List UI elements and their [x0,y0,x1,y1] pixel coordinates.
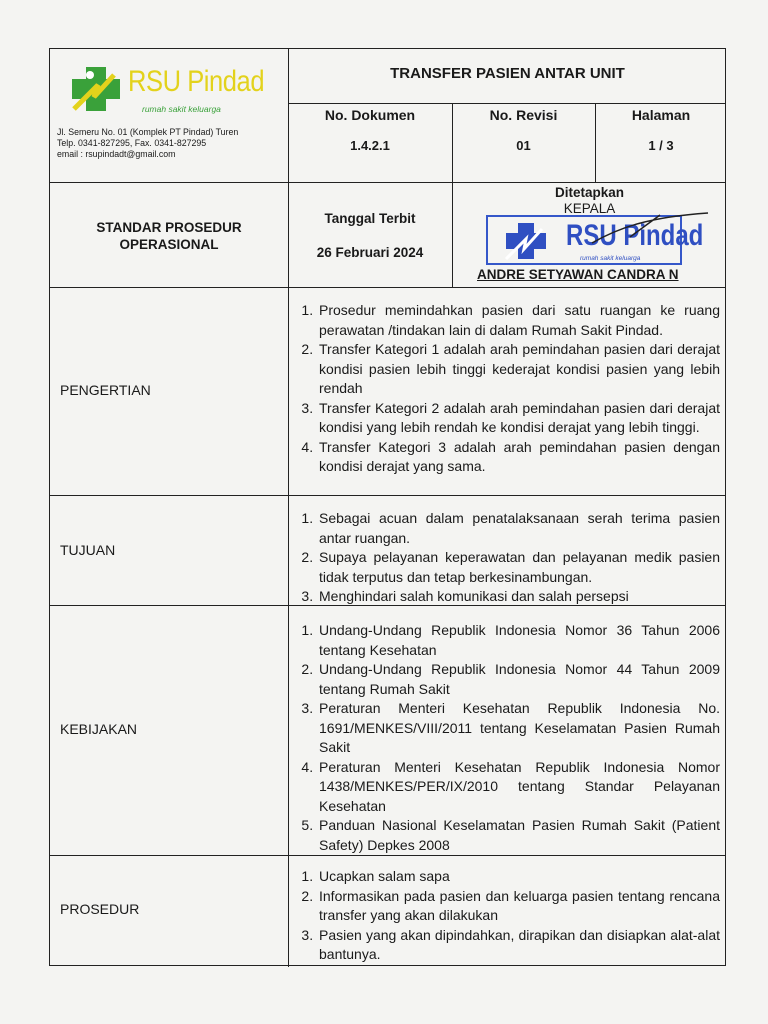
approval-divider [50,287,725,288]
cross-logo-icon [64,61,128,117]
doc-number-value: 1.4.2.1 [350,138,390,153]
issue-date-label: Tanggal Terbit [324,211,416,226]
list-item: 3. Menghindari salah komunikasi dan salah persepsi [317,587,720,607]
list-item: 3. Transfer Kategori 2 adalah arah pemindahan pasien dari derajat kondisi yang lebih rendah ke kondisi derajat yang lebih tinggi. [317,399,720,438]
title-divider [288,103,725,104]
issue-date: 26 Februari 2024 [316,245,424,260]
list-item: 2. Undang-Undang Republik Indonesia Nomor 44 Tahun 2009 tentang Rumah Sakit [317,660,720,699]
document-title: TRANSFER PASIEN ANTAR UNIT [390,65,625,82]
section-label-kebijakan: KEBIJAKAN [60,721,138,737]
section-label-prosedur: PROSEDUR [60,901,140,917]
hospital-address [57,127,297,160]
email-line: email : rsupindadt@gmail.com [57,149,176,159]
doc-number-label: No. Dokumen [324,107,416,123]
section-body-prosedur [295,867,720,965]
section-body-kebijakan [295,621,720,855]
sop-document [49,48,726,966]
section-label-pengertian: PENGERTIAN [60,382,151,398]
revision-label: No. Revisi [489,107,558,123]
stamp-text: RSU Pindad [566,219,704,252]
list-item: 2. Informasikan pada pasien dan keluarga pasien tentang rencana transfer yang akan dilakukan [317,887,720,926]
list-item: 1. Prosedur memindahkan pasien dari satu ruangan ke ruang perawatan /tindakan lain di dalam Rumah Sakit Pindad. [317,301,720,340]
hospital-logo [60,59,290,129]
list-item: 1. Undang-Undang Republik Indonesia Nomor 36 Tahun 2006 tentang Kesehatan [317,621,720,660]
list-item: 1. Ucapkan salam sapa [317,867,720,887]
list-item: 5. Panduan Nasional Keselamatan Pasien Rumah Sakit (Patient Safety) Depkes 2008 [317,816,720,855]
list-item: 1. Sebagai acuan dalam penatalaksanaan serah terima pasien antar ruangan. [317,509,720,548]
section-label-tujuan: TUJUAN [60,542,116,558]
header-divider [50,182,725,183]
logo-tagline: rumah sakit keluarga [142,104,221,114]
revision-value: 01 [516,138,531,153]
section-divider [50,495,725,496]
doc-type: STANDAR PROSEDUR OPERASIONAL [96,220,242,252]
section-divider [50,855,725,856]
address-line: Jl. Semeru No. 01 (Komplek PT Pindad) Turen [57,127,239,137]
approved-label: Ditetapkan [554,185,625,200]
list-item: 3. Peraturan Menteri Kesehatan Republik Indonesia No. 1691/MENKES/VIII/2011 tentang Keselamatan Pasien Rumah Sakit [317,699,720,758]
approver-position: KEPALA [563,201,616,216]
stamp-tagline: rumah sakit keluarga [580,255,641,262]
label-column-divider [288,287,289,967]
phone-line: Telp. 0341-827295, Fax. 0341-827295 [57,138,207,148]
list-item: 4. Transfer Kategori 3 adalah arah pemindahan pasien dengan kondisi derajat yang sama. [317,438,720,477]
stamp-cross-icon [498,219,558,263]
list-item: 4. Peraturan Menteri Kesehatan Republik Indonesia Nomor 1438/MENKES/PER/IX/2010 tentang Standar Pelayanan Kesehatan [317,758,720,817]
page-label: Halaman [631,107,691,123]
list-item: 3. Pasien yang akan dipindahkan, dirapikan dan disiapkan alat-alat bantunya. [317,926,720,965]
page-value: 1 / 3 [648,138,674,153]
signer-name: ANDRE SETYAWAN CANDRA N [477,267,679,282]
signature-icon [590,207,710,247]
list-item: 2. Transfer Kategori 1 adalah arah pemindahan pasien dari derajat kondisi pasien lebih tinggi kederajat kondisi pasien yang lebih rendah [317,340,720,399]
section-body-tujuan [295,509,720,607]
section-body-pengertian [295,301,720,477]
logo-text: RSU Pindad [128,65,265,98]
list-item: 2. Supaya pelayanan keperawatan dan pelayanan medik pasien tidak terputus dan tetap berkesinambungan. [317,548,720,587]
